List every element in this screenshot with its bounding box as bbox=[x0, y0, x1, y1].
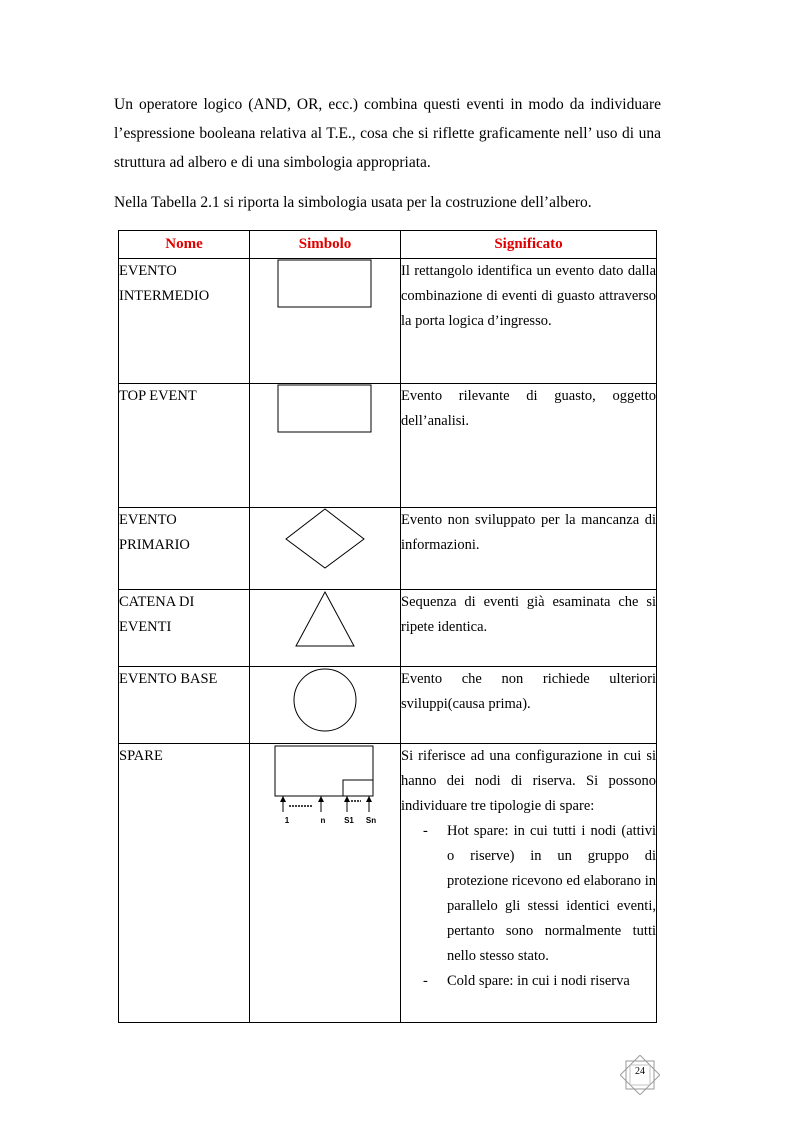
row-meaning: Evento che non richiede ulteriori sviluppi(causa prima). bbox=[401, 667, 657, 744]
page-number-badge bbox=[620, 1055, 660, 1095]
spare-input-first-label: 1 bbox=[284, 816, 290, 825]
rectangle-icon bbox=[277, 384, 373, 434]
row-meaning: Sequenza di eventi già esaminata che si ripete identica. bbox=[401, 590, 657, 667]
page-number: 24 bbox=[635, 1066, 645, 1077]
header-simbolo: Simbolo bbox=[250, 231, 401, 259]
table-row bbox=[119, 259, 657, 384]
table-row bbox=[119, 667, 657, 744]
row-name: EVENTO BASE bbox=[119, 667, 250, 744]
circle-icon bbox=[292, 667, 358, 733]
table-row bbox=[119, 384, 657, 508]
intro-paragraph: Un operatore logico (AND, OR, ecc.) combina questi eventi in modo da individuare l’espressione booleana relativa al T.E., cosa che si riflette graficamente nell’ uso di una struttura ad albero e di una simbologia appropriata. bbox=[114, 96, 661, 171]
diamond-icon bbox=[284, 508, 366, 570]
table-reference-paragraph: Nella Tabella 2.1 si riporta la simbologia usata per la costruzione dell’albero. bbox=[114, 194, 592, 211]
header-nome: Nome bbox=[119, 231, 250, 259]
row-meaning: Evento non sviluppato per la mancanza di informazioni. bbox=[401, 508, 657, 590]
row-meaning: Evento rilevante di guasto, oggetto dell’analisi. bbox=[401, 384, 657, 508]
row-meaning: Il rettangolo identifica un evento dato dalla combinazione di eventi di guasto attraverso la porta logica d’ingresso. bbox=[401, 259, 657, 384]
row-name: TOP EVENT bbox=[119, 384, 250, 508]
spare-gate-icon bbox=[273, 744, 377, 826]
triangle-icon bbox=[294, 590, 356, 648]
spare-s1-label: S1 bbox=[344, 816, 354, 825]
bullet-marker: - bbox=[423, 973, 428, 989]
bullet-marker: - bbox=[423, 823, 428, 839]
table-row bbox=[119, 590, 657, 667]
row-name: CATENA DI EVENTI bbox=[119, 590, 250, 667]
table-row bbox=[119, 508, 657, 590]
rectangle-icon bbox=[277, 259, 373, 309]
spare-input-last-label: n bbox=[320, 816, 326, 825]
list-item: - Hot spare: in cui tutti i nodi (attivi o riserve) in un gruppo di protezione ricevono ed elaborano in parallelo gli stessi identici eventi, pertanto sono normalmente tutti nello stesso stato. bbox=[401, 819, 656, 969]
symbol-table bbox=[118, 230, 657, 1023]
list-item: - Cold spare: in cui i nodi riserva bbox=[401, 969, 656, 994]
spare-sn-label: Sn bbox=[365, 816, 377, 825]
header-significato: Significato bbox=[401, 231, 657, 259]
row-name: EVENTO PRIMARIO bbox=[119, 508, 250, 590]
table-header-row bbox=[119, 231, 657, 259]
row-name: EVENTO INTERMEDIO bbox=[119, 259, 250, 384]
spare-types-list bbox=[401, 819, 656, 994]
row-name: SPARE bbox=[119, 744, 250, 1023]
row-meaning: Si riferisce ad una configurazione in cui si hanno dei nodi di riserva. Si possono individuare tre tipologie di spare: bbox=[401, 748, 656, 814]
table-row bbox=[119, 744, 657, 1023]
